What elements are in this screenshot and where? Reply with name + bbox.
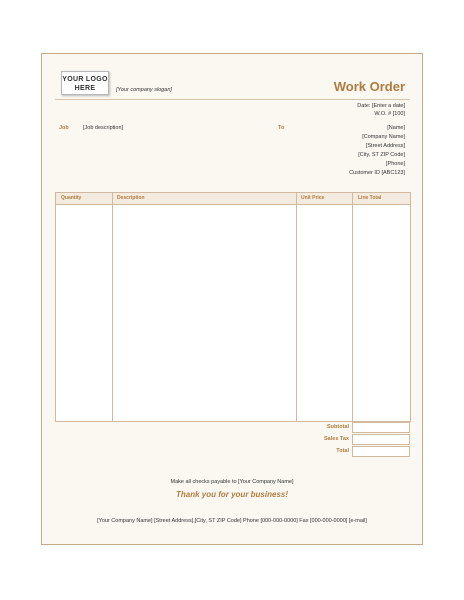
company-slogan: [Your company slogan] xyxy=(116,87,172,93)
header-unit-price: Unit Price xyxy=(301,195,325,201)
to-label: To xyxy=(278,125,285,131)
date-field: Date: [Enter a date] xyxy=(357,103,405,109)
sales-tax-label: Sales Tax xyxy=(324,436,349,442)
to-street: [Street Address] xyxy=(365,143,405,149)
job-label: Job xyxy=(59,125,69,131)
logo-line-1: YOUR LOGO xyxy=(62,76,108,83)
thank-you-message: Thank you for your business! xyxy=(175,490,288,499)
table-header xyxy=(56,193,410,205)
header-line-total: Line Total xyxy=(358,195,382,201)
total-label: Total xyxy=(336,448,349,454)
column-divider xyxy=(352,193,353,421)
sales-tax-value[interactable] xyxy=(352,434,410,445)
to-company: [Company Name] xyxy=(362,134,405,140)
company-logo xyxy=(61,71,109,95)
column-divider xyxy=(112,193,113,421)
to-city: [City, ST ZIP Code] xyxy=(358,152,405,158)
line-items-table xyxy=(55,192,411,422)
header-quantity: Quantity xyxy=(61,195,82,201)
to-name: [Name] xyxy=(387,125,405,131)
column-divider xyxy=(296,193,297,421)
subtotal-value[interactable] xyxy=(352,422,410,433)
subtotal-label: Subtotal xyxy=(327,424,349,430)
document-title: Work Order xyxy=(333,79,405,94)
logo-line-2: HERE xyxy=(74,85,96,92)
header-divider xyxy=(55,99,410,100)
job-description: [Job description] xyxy=(83,125,124,131)
work-order-page xyxy=(41,53,423,545)
total-value[interactable] xyxy=(352,446,410,457)
to-phone: [Phone] xyxy=(386,161,405,167)
payment-note: Make all checks payable to [Your Company Name] xyxy=(170,479,294,485)
company-contact-footer: [Your Company Name] [Street Address],[City, ST ZIP Code] Phone [000-000-0000] Fax [000-000-0000] [e-mail] xyxy=(97,518,367,524)
header-description: Description xyxy=(117,195,145,201)
customer-id: Customer ID [ABC123] xyxy=(349,170,405,176)
work-order-number: W.O. # [100] xyxy=(374,111,405,117)
